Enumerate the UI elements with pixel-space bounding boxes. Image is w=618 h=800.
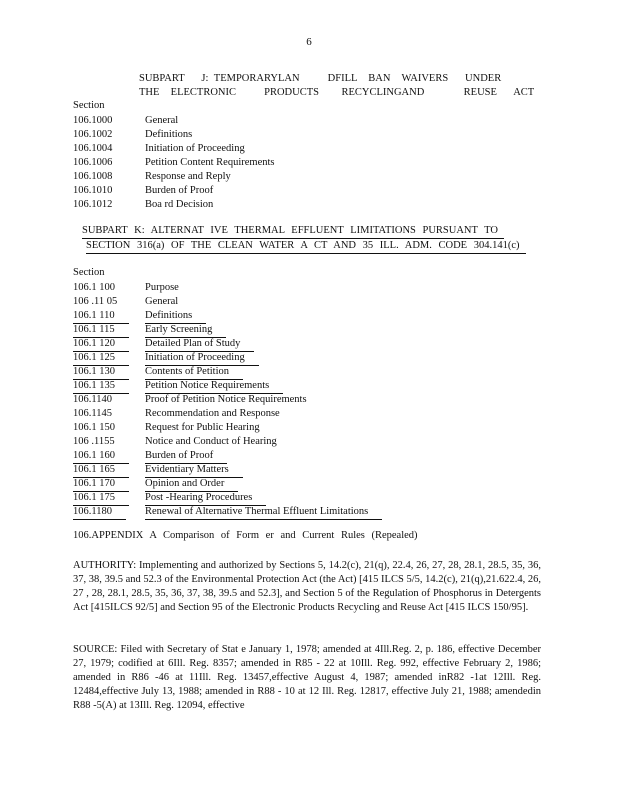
section-title: Initiation of Proceeding xyxy=(145,143,245,154)
section-title: Initiation of Proceeding xyxy=(145,351,259,366)
authority-paragraph: AUTHORITY: Implementing and authorized by Sections 5, 14.2(c), 21(q), 22.4, 26, 27, 28, 28.1, 28.5, 35, 36, 37, 38, 39.5 and 52.3 of the Environmental Protection Act (the Act) [415 ILCS 5/5, 14.2(c), 21(q),21.622.4, 26, 27 , 28, 28.1, 28.5, 35, 36, 37, 38, 39.5 and 52.3], and Section 5 of the Regulation of Phosphorus in Detergents Act [415ILCS 92/5] and Section 95 of the Electronic Products Recycling and Reuse Act [415 ILCS 150/95]. xyxy=(73,560,541,613)
section-number: 106 .11 05 xyxy=(73,296,118,307)
section-title: Definitions xyxy=(145,129,193,140)
section-number: 106.1012 xyxy=(73,199,113,210)
section-number: 106 .1155 xyxy=(73,436,115,447)
subpart-k-line-1: SUBPART K: ALTERNAT IVE THERMAL EFFLUENT LIMITATIONS PURSUANT TO xyxy=(82,224,504,239)
section-number: 106.1010 xyxy=(73,185,113,196)
section-title: Renewal of Alternative Thermal Effluent Limitations xyxy=(145,505,382,520)
section-title: Request for Public Hearing xyxy=(145,422,260,433)
subpart-k-heading xyxy=(82,224,526,254)
section-title: Boa rd Decision xyxy=(145,199,214,210)
section-number: 106.1 160 xyxy=(73,449,129,464)
section-number: 106.1000 xyxy=(73,115,113,126)
section-number: 106.1 150 xyxy=(73,422,115,433)
section-title: Petition Notice Requirements xyxy=(145,379,283,394)
source-paragraph: SOURCE: Filed with Secretary of Stat e January 1, 1978; amended at 4Ill.Reg. 2, p. 186, effective December 27, 1979; codified at 6Ill. Reg. 8357; amended in R85 - 22 at 10Ill. Reg. 992, effective February 2, 1986; amended in R86 -46 at 11Ill. Reg. 13457,effective August 4, 1987; amended inR82 -1at 12Ill. Reg. 12484,effective July 13, 1988; amended in R88 - 10 at 12 Ill. Reg. 12817, effective July 21, 1988; amendedin R88 -5(A) at 13Ill. Reg. 12094, effective xyxy=(73,644,541,711)
section-number: 106.1 130 xyxy=(73,365,129,380)
section-number: 106.1 175 xyxy=(73,491,129,506)
section-number: 106.1 110 xyxy=(73,309,129,324)
section-title: Definitions xyxy=(145,309,206,324)
subpart-k-line-2: SECTION 316(a) OF THE CLEAN WATER A CT AND 35 ILL. ADM. CODE 304.141(c) xyxy=(86,239,526,254)
appendix-entry: 106.APPENDIX A Comparison of Form er and Current Rules (Repealed) xyxy=(73,530,418,541)
section-number: 106.1 115 xyxy=(73,323,129,338)
section-number: 106.1 120 xyxy=(73,337,129,352)
section-title: Petition Content Requirements xyxy=(145,157,275,168)
section-title: Burden of Proof xyxy=(145,449,227,464)
section-title: Purpose xyxy=(145,282,179,293)
section-title: General xyxy=(145,296,179,307)
section-number: 106.1140 xyxy=(73,394,112,405)
section-number: 106.1002 xyxy=(73,129,113,140)
section-title: Response and Reply xyxy=(145,171,231,182)
page-number: 6 xyxy=(306,36,312,48)
section-title: Contents of Petition xyxy=(145,365,243,380)
section-title: Burden of Proof xyxy=(145,185,214,196)
section-title: Detailed Plan of Study xyxy=(145,337,254,352)
section-title: Opinion and Order xyxy=(145,477,238,492)
section-number: 106.1180 xyxy=(73,505,126,520)
section-title: Notice and Conduct of Hearing xyxy=(145,436,277,447)
subpart-j-line-1: SUBPART J: TEMPORARYLAN DFILL BAN WAIVERS UNDER xyxy=(139,73,502,84)
section-number: 106.1008 xyxy=(73,171,113,182)
section-title: Proof of Petition Notice Requirements xyxy=(145,394,307,405)
section-label: Section xyxy=(73,267,105,278)
subpart-j-line-2: THE ELECTRONIC PRODUCTS RECYCLINGAND REUSE ACT xyxy=(139,87,535,98)
section-title: General xyxy=(145,115,179,126)
section-number: 106.1 135 xyxy=(73,379,129,394)
subpart-j-heading xyxy=(139,72,534,100)
section-label: Section xyxy=(73,100,105,111)
section-title: Early Screening xyxy=(145,323,226,338)
section-title: Post -Hearing Procedures xyxy=(145,491,266,506)
section-title: Recommendation and Response xyxy=(145,408,280,419)
section-number: 106.1 170 xyxy=(73,477,129,492)
section-number: 106.1 125 xyxy=(73,351,129,366)
section-number: 106.1 100 xyxy=(73,282,115,293)
section-number: 106.1006 xyxy=(73,157,113,168)
section-number: 106.1 165 xyxy=(73,463,129,478)
section-title: Evidentiary Matters xyxy=(145,463,243,478)
section-number: 106.1145 xyxy=(73,408,112,419)
section-number: 106.1004 xyxy=(73,143,113,154)
